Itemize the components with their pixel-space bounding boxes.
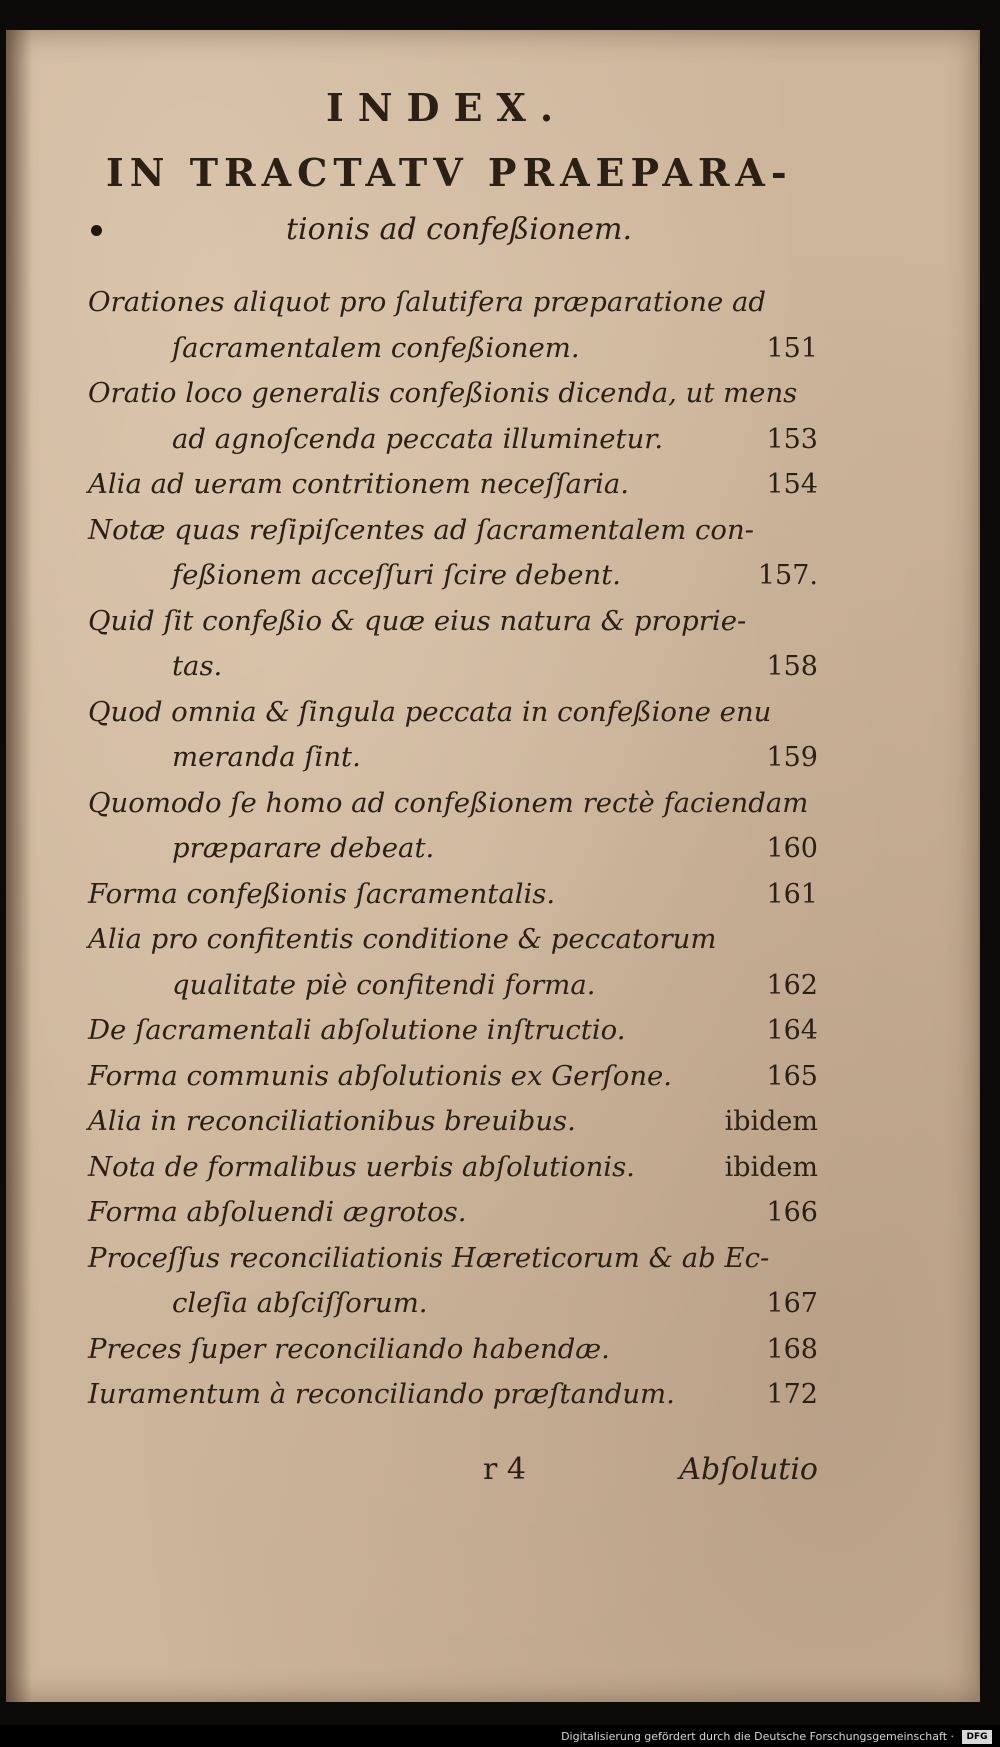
entry-line	[88, 371, 818, 417]
entry-page-number: 162	[766, 969, 818, 1001]
page-footer-line	[88, 1452, 818, 1502]
entry-line	[88, 826, 818, 872]
catchword: Abſolutio	[679, 1452, 818, 1487]
index-entry	[88, 1008, 818, 1054]
entry-line	[88, 1281, 818, 1327]
entry-text: ad agnoſcenda peccata illuminetur.	[172, 422, 664, 455]
entry-text: Alia ad ueram contritionem neceſſaria.	[88, 468, 630, 500]
entry-line	[88, 872, 818, 918]
entry-line	[88, 963, 818, 1009]
index-entry	[88, 508, 818, 599]
entry-line	[88, 1327, 818, 1373]
entry-line	[88, 1054, 818, 1100]
entry-text: meranda ſint.	[172, 741, 361, 773]
entry-page-number: 151	[766, 332, 818, 364]
entry-page-number: 160	[766, 833, 818, 864]
entry-text: Forma abſoluendi ægrotos.	[88, 1196, 467, 1228]
entry-page-number: 165	[766, 1060, 818, 1092]
section-subtitle: tionis ad confeßionem.	[286, 212, 632, 247]
entry-line	[88, 599, 818, 645]
entry-text: Orationes aliquot pro ſalutifera præparatione ad	[88, 286, 766, 318]
entry-text: qualitate piè confitendi forma.	[172, 968, 596, 1001]
entry-page-number: 172	[766, 1379, 818, 1410]
entry-text: Nota de formalibus uerbis abſolutionis.	[88, 1150, 635, 1183]
entry-line	[88, 1372, 818, 1418]
footer-credit: Digitalisierung gefördert durch die Deutsche Forschungsgemeinschaft ·	[561, 1730, 954, 1743]
index-entry	[88, 1145, 818, 1191]
index-entry	[88, 781, 818, 872]
index-entry	[88, 690, 818, 781]
entry-text: Quod omnia & ſingula peccata in confeßione enu	[88, 695, 772, 728]
signature-mark: r 4	[483, 1452, 526, 1487]
entry-text: cleſia abſciſſorum.	[172, 1287, 428, 1319]
entry-line	[88, 917, 818, 963]
entry-line	[88, 1008, 818, 1054]
entry-text: Forma communis abſolutionis ex Gerſone.	[88, 1059, 673, 1092]
entry-text: De ſacramentali abſolutione inſtructio.	[88, 1014, 626, 1046]
index-entry	[88, 1372, 818, 1418]
index-entry	[88, 599, 818, 690]
entry-text: Quid ſit confeßio & quæ eius natura & proprie-	[88, 604, 747, 637]
entry-text: Iuramentum à reconciliando præſtandum.	[88, 1378, 675, 1410]
entry-page-number: 161	[766, 878, 818, 910]
entry-line	[88, 1145, 818, 1191]
entry-line	[88, 553, 818, 599]
index-entry	[88, 1054, 818, 1100]
entry-page-number: 168	[766, 1333, 818, 1365]
index-entry	[88, 1099, 818, 1145]
footer-bar	[0, 1725, 1000, 1747]
running-head: INDEX.	[326, 85, 568, 130]
entry-text: Notæ quas reſipiſcentes ad ſacramentalem con-	[88, 513, 754, 546]
entry-page-number: ibidem	[724, 1151, 818, 1183]
entry-page-number: ibidem	[724, 1106, 818, 1137]
entry-page-number: 166	[766, 1197, 818, 1228]
index-entries	[88, 280, 818, 1418]
index-entry	[88, 371, 818, 462]
entry-line	[88, 1099, 818, 1145]
index-entry	[88, 872, 818, 918]
entry-page-number: 164	[766, 1015, 818, 1046]
entry-line	[88, 1236, 818, 1282]
section-title: IN TRACTATV PRAEPARA-	[106, 150, 793, 195]
index-entry	[88, 280, 818, 371]
entry-text: Forma confeßionis ſacramentalis.	[88, 877, 556, 910]
index-entry	[88, 1190, 818, 1236]
entry-line	[88, 781, 818, 827]
entry-line	[88, 1190, 818, 1236]
entry-text: Alia in reconciliationibus breuibus.	[88, 1105, 576, 1137]
entry-text: Oratio loco generalis confeßionis dicenda, ut mens	[88, 377, 798, 409]
entry-line	[88, 417, 818, 463]
entry-page-number: 167	[766, 1288, 818, 1319]
entry-text: præparare debeat.	[172, 832, 435, 864]
entry-text: Quomodo ſe homo ad confeßionem rectè faciendam	[88, 786, 809, 819]
entry-line	[88, 735, 818, 781]
entry-text: Proceſſus reconciliationis Hæreticorum & ab Ec-	[88, 1241, 770, 1274]
index-entry	[88, 917, 818, 1008]
entry-page-number: 159	[766, 742, 818, 773]
entry-text: ſacramentalem confeßionem.	[172, 331, 580, 364]
entry-line	[88, 462, 818, 508]
entry-line	[88, 508, 818, 554]
entry-text: feßionem acceſſuri ſcire debent.	[172, 559, 621, 591]
entry-page-number: 153	[766, 423, 818, 455]
index-entry	[88, 462, 818, 508]
entry-line	[88, 644, 818, 690]
entry-line	[88, 326, 818, 372]
binding-shadow	[6, 30, 32, 1702]
index-entry	[88, 1327, 818, 1373]
entry-page-number: 154	[766, 469, 818, 500]
dfg-logo: DFG	[962, 1730, 992, 1744]
entry-text: Alia pro confitentis conditione & peccatorum	[88, 923, 717, 955]
entry-text: Preces ſuper reconciliando habendæ.	[88, 1332, 610, 1365]
index-entry	[88, 1236, 818, 1327]
entry-page-number: 158	[766, 651, 818, 682]
entry-line	[88, 280, 818, 326]
entry-page-number: 157.	[757, 560, 818, 591]
entry-line	[88, 690, 818, 736]
book-page	[6, 30, 980, 1702]
bullet-mark	[91, 225, 102, 236]
entry-text: tas.	[172, 650, 223, 682]
